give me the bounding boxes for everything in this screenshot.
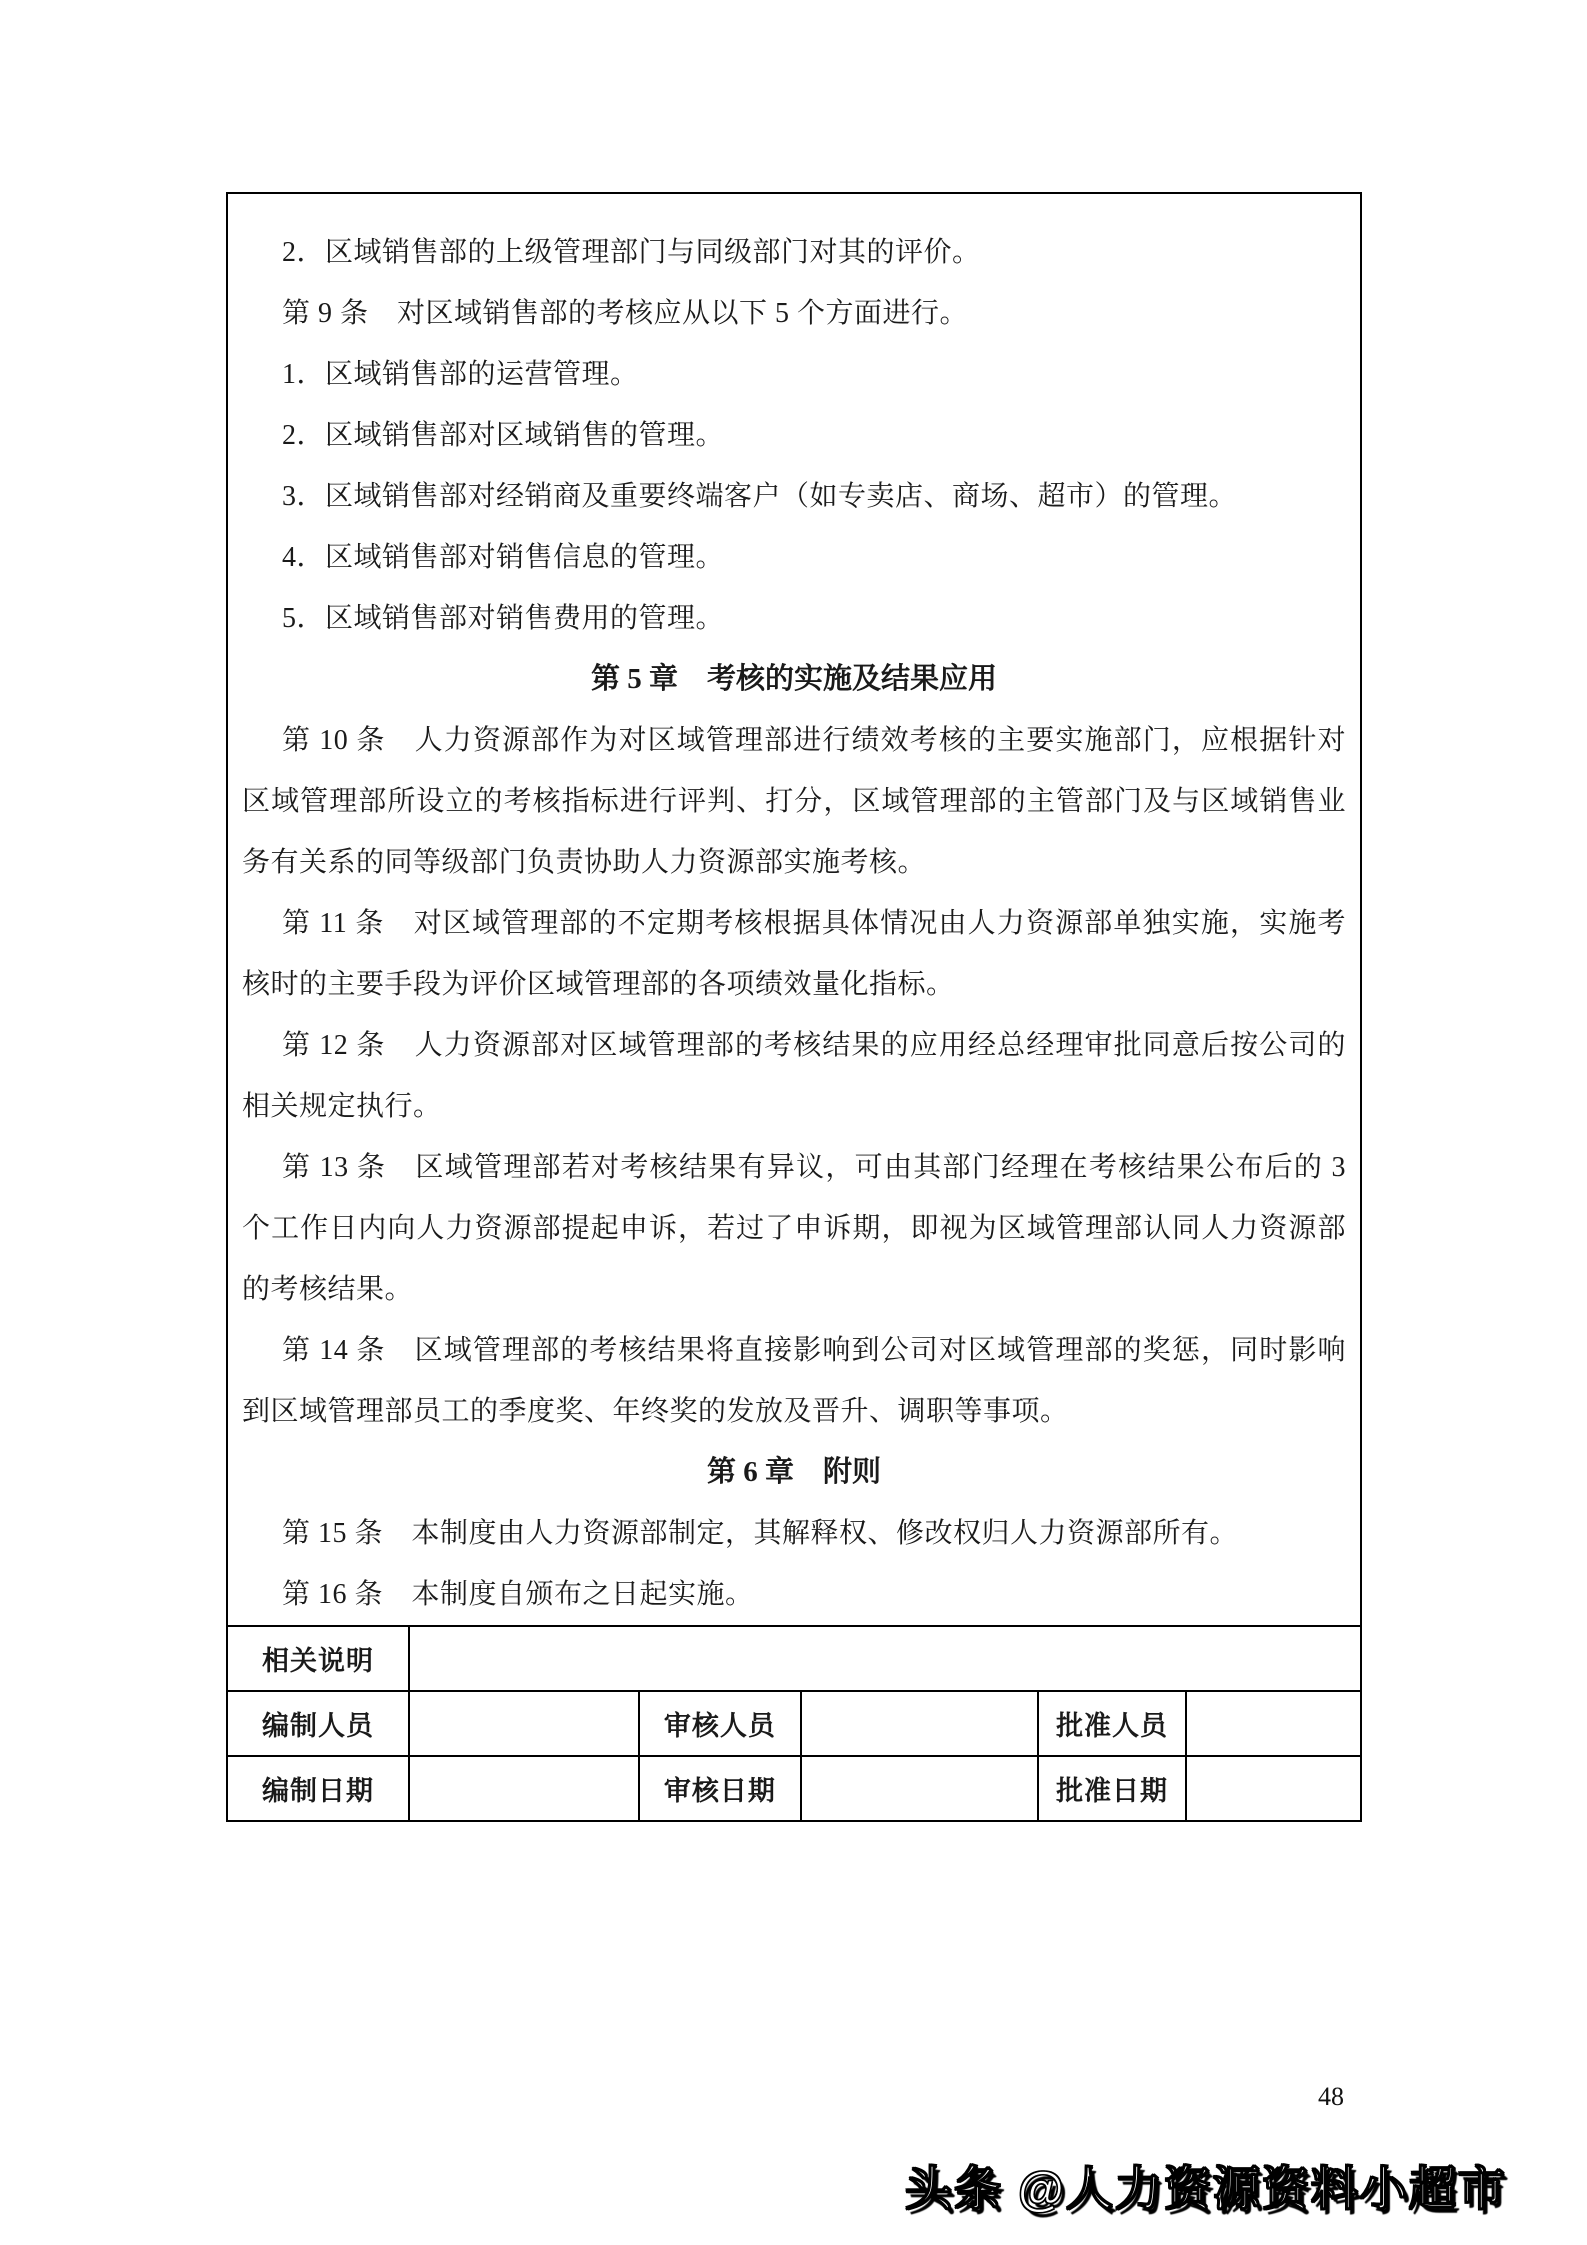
table-label-cell: 批准日期 [1038, 1756, 1185, 1820]
table-label-cell: 审核日期 [639, 1756, 801, 1820]
table-row [228, 1626, 1360, 1691]
table-label-cell: 编制人员 [228, 1691, 409, 1756]
document-paragraph: 第 10 条 人力资源部作为对区域管理部进行绩效考核的主要实施部门，应根据针对区域管理部所设立的考核指标进行评判、打分，区域管理部的主管部门及与区域销售业务有关系的同等级部门负责协助人力资源部实施考核。 [242, 725, 1346, 878]
signoff-table [228, 1625, 1360, 1820]
table-row [228, 1691, 1360, 1756]
watermark-text: 头条 @人力资源资料小超市 [905, 2162, 1507, 2215]
document-paragraph: 第 13 条 区域管理部若对考核结果有异议，可由其部门经理在考核结果公布后的 3 个工作日内向人力资源部提起申诉，若过了申诉期，即视为区域管理部认同人力资源部的考核结果。 [242, 1152, 1346, 1305]
document-paragraph: 1．区域销售部的运营管理。 [282, 359, 639, 390]
document-paragraph: 第 14 条 区域管理部的考核结果将直接影响到公司对区域管理部的奖惩，同时影响到区域管理部员工的季度奖、年终奖的发放及晋升、调职等事项。 [242, 1335, 1346, 1427]
table-value-cell [1186, 1691, 1360, 1756]
table-label-cell: 编制日期 [228, 1756, 409, 1820]
chapter-heading: 第 5 章 考核的实施及结果应用 [590, 663, 997, 695]
table-value-cell [1186, 1756, 1360, 1820]
document-paragraph: 第 9 条 对区域销售部的考核应从以下 5 个方面进行。 [282, 298, 969, 329]
table-label-cell: 批准人员 [1038, 1691, 1185, 1756]
chapter-heading: 第 6 章 附则 [706, 1456, 881, 1488]
document-paragraph: 第 12 条 人力资源部对区域管理部的考核结果的应用经总经理审批同意后按公司的相关规定执行。 [242, 1030, 1346, 1122]
document-text-area [228, 194, 1360, 1625]
document-paragraph: 5．区域销售部对销售费用的管理。 [282, 603, 725, 634]
table-row [228, 1756, 1360, 1820]
document-paragraph: 4．区域销售部对销售信息的管理。 [282, 542, 725, 573]
table-value-cell [409, 1691, 639, 1756]
related-note-value-cell [409, 1626, 1360, 1691]
table-value-cell [801, 1691, 1039, 1756]
table-label-cell: 审核人员 [639, 1691, 801, 1756]
document-body [226, 192, 1362, 1822]
document-paragraph: 第 15 条 本制度由人力资源部制定，其解释权、修改权归人力资源部所有。 [282, 1518, 1239, 1549]
related-note-label-cell: 相关说明 [228, 1626, 409, 1691]
document-paragraph: 2．区域销售部对区域销售的管理。 [282, 420, 725, 451]
document-paragraph: 第 16 条 本制度自颁布之日起实施。 [282, 1579, 754, 1610]
page-number: 48 [1318, 2082, 1344, 2111]
table-value-cell [801, 1756, 1039, 1820]
table-value-cell [409, 1756, 639, 1820]
document-paragraph: 3．区域销售部对经销商及重要终端客户（如专卖店、商场、超市）的管理。 [282, 481, 1238, 512]
document-paragraph: 2．区域销售部的上级管理部门与同级部门对其的评价。 [282, 237, 981, 268]
document-paragraph: 第 11 条 对区域管理部的不定期考核根据具体情况由人力资源部单独实施，实施考核时的主要手段为评价区域管理部的各项绩效量化指标。 [242, 908, 1346, 1000]
